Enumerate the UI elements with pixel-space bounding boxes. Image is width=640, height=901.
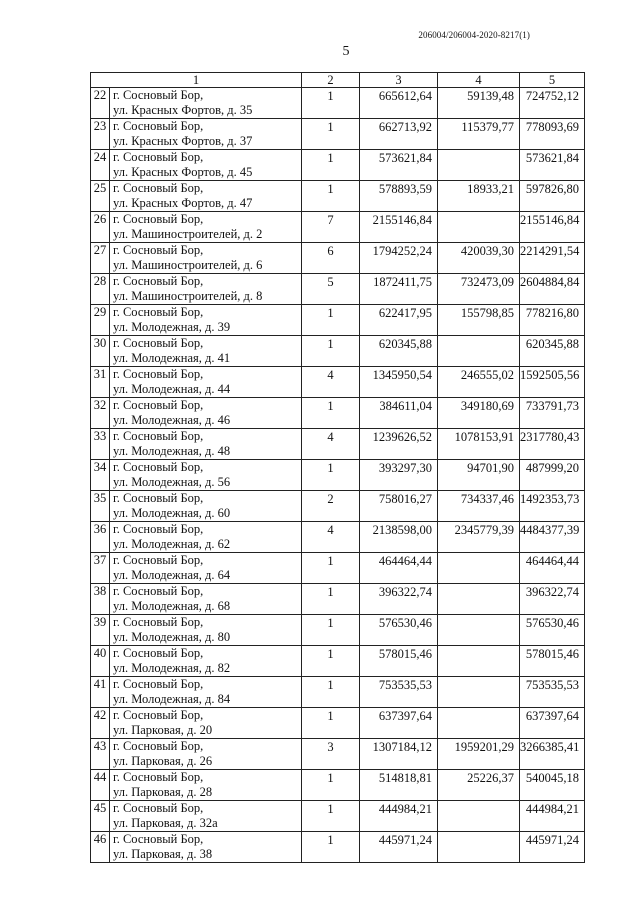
address-street: ул. Молодежная, д. 84 — [113, 692, 231, 706]
row-number: 22 — [91, 88, 110, 119]
amount-cell-v5: 4484377,39 — [520, 522, 585, 553]
table-row — [91, 522, 585, 553]
address-cell — [110, 739, 302, 770]
address-street: ул. Парковая, д. 38 — [113, 847, 213, 861]
count-cell: 6 — [302, 243, 360, 274]
amount-cell-v3: 464464,44 — [360, 553, 438, 584]
address-street: ул. Молодежная, д. 41 — [113, 351, 231, 365]
row-number: 40 — [91, 646, 110, 677]
amount-cell-v5: 778216,80 — [520, 305, 585, 336]
address-cell — [110, 584, 302, 615]
address-city: г. Сосновый Бор, — [113, 367, 204, 381]
amount-cell-v5: 464464,44 — [520, 553, 585, 584]
amount-cell-v3: 578893,59 — [360, 181, 438, 212]
table-row — [91, 584, 585, 615]
address-street: ул. Машиностроителей, д. 8 — [113, 289, 263, 303]
address-street: ул. Молодежная, д. 46 — [113, 413, 231, 427]
address-cell — [110, 491, 302, 522]
row-number: 25 — [91, 181, 110, 212]
address-cell — [110, 522, 302, 553]
count-cell: 1 — [302, 584, 360, 615]
amount-cell-v4: 349180,69 — [438, 398, 520, 429]
table-row — [91, 615, 585, 646]
address-street: ул. Молодежная, д. 80 — [113, 630, 231, 644]
address-street: ул. Красных Фортов, д. 45 — [113, 165, 253, 179]
amount-cell-v3: 444984,21 — [360, 801, 438, 832]
amount-cell-v3: 637397,64 — [360, 708, 438, 739]
amount-cell-v3: 1307184,12 — [360, 739, 438, 770]
document-code: 206004/206004-2020-8217(1) — [418, 30, 530, 40]
address-cell — [110, 553, 302, 584]
row-number: 30 — [91, 336, 110, 367]
table-row — [91, 770, 585, 801]
amount-cell-v4 — [438, 553, 520, 584]
amount-cell-v4 — [438, 677, 520, 708]
address-cell — [110, 336, 302, 367]
table-row — [91, 708, 585, 739]
table-row — [91, 336, 585, 367]
address-city: г. Сосновый Бор, — [113, 274, 204, 288]
amount-cell-v5: 778093,69 — [520, 119, 585, 150]
table-row — [91, 119, 585, 150]
address-street: ул. Парковая, д. 28 — [113, 785, 213, 799]
amount-cell-v5: 2155146,84 — [520, 212, 585, 243]
address-city: г. Сосновый Бор, — [113, 708, 204, 722]
amount-cell-v5: 576530,46 — [520, 615, 585, 646]
address-street: ул. Красных Фортов, д. 35 — [113, 103, 253, 117]
amount-cell-v5: 540045,18 — [520, 770, 585, 801]
row-number: 46 — [91, 832, 110, 863]
address-street: ул. Красных Фортов, д. 47 — [113, 196, 253, 210]
count-cell: 1 — [302, 398, 360, 429]
address-cell — [110, 181, 302, 212]
amount-cell-v3: 384611,04 — [360, 398, 438, 429]
address-cell — [110, 150, 302, 181]
table-row — [91, 677, 585, 708]
address-cell — [110, 367, 302, 398]
amount-cell-v5: 444984,21 — [520, 801, 585, 832]
amount-cell-v4 — [438, 801, 520, 832]
row-number: 24 — [91, 150, 110, 181]
amount-cell-v4: 420039,30 — [438, 243, 520, 274]
address-city: г. Сосновый Бор, — [113, 398, 204, 412]
amount-cell-v3: 1239626,52 — [360, 429, 438, 460]
address-cell — [110, 305, 302, 336]
count-cell: 1 — [302, 832, 360, 863]
count-cell: 1 — [302, 708, 360, 739]
amount-cell-v4 — [438, 584, 520, 615]
amount-cell-v3: 1872411,75 — [360, 274, 438, 305]
count-cell: 4 — [302, 522, 360, 553]
address-city: г. Сосновый Бор, — [113, 801, 204, 815]
count-cell: 5 — [302, 274, 360, 305]
count-cell: 1 — [302, 460, 360, 491]
address-street: ул. Молодежная, д. 60 — [113, 506, 231, 520]
column-header: 4 — [438, 73, 520, 88]
address-street: ул. Парковая, д. 26 — [113, 754, 213, 768]
address-street: ул. Молодежная, д. 44 — [113, 382, 231, 396]
address-city: г. Сосновый Бор, — [113, 584, 204, 598]
amount-cell-v5: 2604884,84 — [520, 274, 585, 305]
table-row — [91, 398, 585, 429]
amount-cell-v4 — [438, 336, 520, 367]
address-cell — [110, 212, 302, 243]
row-number: 43 — [91, 739, 110, 770]
address-street: ул. Молодежная, д. 39 — [113, 320, 231, 334]
amount-cell-v5: 445971,24 — [520, 832, 585, 863]
count-cell: 1 — [302, 88, 360, 119]
address-city: г. Сосновый Бор, — [113, 553, 204, 567]
address-cell — [110, 429, 302, 460]
count-cell: 1 — [302, 150, 360, 181]
amount-cell-v5: 2214291,54 — [520, 243, 585, 274]
address-city: г. Сосновый Бор, — [113, 429, 204, 443]
amount-cell-v5: 1592505,56 — [520, 367, 585, 398]
table-row — [91, 243, 585, 274]
address-city: г. Сосновый Бор, — [113, 832, 204, 846]
amount-cell-v4 — [438, 646, 520, 677]
table-row — [91, 739, 585, 770]
address-city: г. Сосновый Бор, — [113, 491, 204, 505]
count-cell: 1 — [302, 646, 360, 677]
page-number: 5 — [342, 44, 350, 59]
address-city: г. Сосновый Бор, — [113, 770, 204, 784]
address-cell — [110, 243, 302, 274]
amount-cell-v5: 637397,64 — [520, 708, 585, 739]
row-number: 36 — [91, 522, 110, 553]
address-city: г. Сосновый Бор, — [113, 336, 204, 350]
address-cell — [110, 88, 302, 119]
count-cell: 1 — [302, 305, 360, 336]
amount-cell-v4: 732473,09 — [438, 274, 520, 305]
address-city: г. Сосновый Бор, — [113, 88, 204, 102]
amount-cell-v5: 620345,88 — [520, 336, 585, 367]
count-cell: 3 — [302, 739, 360, 770]
table-header-row — [91, 73, 585, 88]
address-city: г. Сосновый Бор, — [113, 212, 204, 226]
amount-cell-v5: 2317780,43 — [520, 429, 585, 460]
count-cell: 1 — [302, 181, 360, 212]
address-street: ул. Машиностроителей, д. 2 — [113, 227, 263, 241]
row-number: 23 — [91, 119, 110, 150]
table-row — [91, 274, 585, 305]
address-street: ул. Красных Фортов, д. 37 — [113, 134, 253, 148]
address-street: ул. Парковая, д. 32а — [113, 816, 218, 830]
amount-cell-v4 — [438, 615, 520, 646]
address-street: ул. Молодежная, д. 68 — [113, 599, 231, 613]
address-cell — [110, 398, 302, 429]
address-street: ул. Молодежная, д. 64 — [113, 568, 231, 582]
count-cell: 1 — [302, 553, 360, 584]
amount-cell-v4: 734337,46 — [438, 491, 520, 522]
amount-cell-v4: 246555,02 — [438, 367, 520, 398]
row-number: 34 — [91, 460, 110, 491]
amount-cell-v4: 18933,21 — [438, 181, 520, 212]
table-row — [91, 832, 585, 863]
amount-cell-v4: 25226,37 — [438, 770, 520, 801]
amount-cell-v3: 1794252,24 — [360, 243, 438, 274]
count-cell: 7 — [302, 212, 360, 243]
amount-cell-v3: 2138598,00 — [360, 522, 438, 553]
table-row — [91, 181, 585, 212]
amount-cell-v3: 393297,30 — [360, 460, 438, 491]
amount-cell-v3: 396322,74 — [360, 584, 438, 615]
address-city: г. Сосновый Бор, — [113, 150, 204, 164]
amount-cell-v3: 578015,46 — [360, 646, 438, 677]
amount-cell-v3: 622417,95 — [360, 305, 438, 336]
amount-cell-v4 — [438, 708, 520, 739]
address-cell — [110, 119, 302, 150]
table-row — [91, 212, 585, 243]
address-street: ул. Молодежная, д. 82 — [113, 661, 231, 675]
address-city: г. Сосновый Бор, — [113, 615, 204, 629]
amount-cell-v3: 1345950,54 — [360, 367, 438, 398]
table-row — [91, 646, 585, 677]
row-number: 27 — [91, 243, 110, 274]
amount-cell-v4: 115379,77 — [438, 119, 520, 150]
row-number: 35 — [91, 491, 110, 522]
row-number: 26 — [91, 212, 110, 243]
table-row — [91, 491, 585, 522]
amount-cell-v4: 1959201,29 — [438, 739, 520, 770]
table-row — [91, 150, 585, 181]
count-cell: 1 — [302, 801, 360, 832]
table-row — [91, 305, 585, 336]
address-street: ул. Молодежная, д. 62 — [113, 537, 231, 551]
row-number: 45 — [91, 801, 110, 832]
count-cell: 1 — [302, 770, 360, 801]
address-cell — [110, 615, 302, 646]
count-cell: 2 — [302, 491, 360, 522]
row-number: 39 — [91, 615, 110, 646]
row-number: 29 — [91, 305, 110, 336]
table-row — [91, 429, 585, 460]
amount-cell-v5: 1492353,73 — [520, 491, 585, 522]
amount-cell-v4: 155798,85 — [438, 305, 520, 336]
row-number: 44 — [91, 770, 110, 801]
column-header: 1 — [91, 73, 302, 88]
amount-cell-v5: 597826,80 — [520, 181, 585, 212]
address-street: ул. Молодежная, д. 56 — [113, 475, 231, 489]
amount-cell-v3: 514818,81 — [360, 770, 438, 801]
amount-cell-v4: 59139,48 — [438, 88, 520, 119]
column-header: 3 — [360, 73, 438, 88]
amount-cell-v3: 2155146,84 — [360, 212, 438, 243]
address-city: г. Сосновый Бор, — [113, 739, 204, 753]
amount-cell-v3: 753535,53 — [360, 677, 438, 708]
table-row — [91, 801, 585, 832]
address-cell — [110, 770, 302, 801]
address-city: г. Сосновый Бор, — [113, 305, 204, 319]
amount-cell-v4: 2345779,39 — [438, 522, 520, 553]
row-number: 32 — [91, 398, 110, 429]
count-cell: 1 — [302, 615, 360, 646]
amount-cell-v5: 578015,46 — [520, 646, 585, 677]
table-body — [91, 88, 585, 863]
amount-cell-v4 — [438, 150, 520, 181]
amount-cell-v3: 573621,84 — [360, 150, 438, 181]
amount-cell-v5: 3266385,41 — [520, 739, 585, 770]
address-cell — [110, 801, 302, 832]
amount-cell-v4 — [438, 832, 520, 863]
row-number: 28 — [91, 274, 110, 305]
table-row — [91, 460, 585, 491]
row-number: 38 — [91, 584, 110, 615]
amount-cell-v4: 94701,90 — [438, 460, 520, 491]
amount-cell-v3: 445971,24 — [360, 832, 438, 863]
row-number: 31 — [91, 367, 110, 398]
address-city: г. Сосновый Бор, — [113, 646, 204, 660]
address-city: г. Сосновый Бор, — [113, 181, 204, 195]
address-street: ул. Парковая, д. 20 — [113, 723, 213, 737]
address-city: г. Сосновый Бор, — [113, 677, 204, 691]
address-cell — [110, 460, 302, 491]
amount-cell-v3: 662713,92 — [360, 119, 438, 150]
amount-cell-v5: 487999,20 — [520, 460, 585, 491]
address-city: г. Сосновый Бор, — [113, 243, 204, 257]
amount-cell-v3: 665612,64 — [360, 88, 438, 119]
amount-cell-v4: 1078153,91 — [438, 429, 520, 460]
row-number: 33 — [91, 429, 110, 460]
amount-cell-v3: 620345,88 — [360, 336, 438, 367]
amount-cell-v5: 573621,84 — [520, 150, 585, 181]
amount-cell-v5: 724752,12 — [520, 88, 585, 119]
amount-cell-v3: 576530,46 — [360, 615, 438, 646]
row-number: 41 — [91, 677, 110, 708]
column-header: 2 — [302, 73, 360, 88]
address-city: г. Сосновый Бор, — [113, 119, 204, 133]
amount-cell-v5: 733791,73 — [520, 398, 585, 429]
address-cell — [110, 677, 302, 708]
amount-cell-v5: 396322,74 — [520, 584, 585, 615]
count-cell: 4 — [302, 429, 360, 460]
table-row — [91, 553, 585, 584]
address-cell — [110, 832, 302, 863]
row-number: 37 — [91, 553, 110, 584]
amount-cell-v5: 753535,53 — [520, 677, 585, 708]
address-cell — [110, 708, 302, 739]
column-header: 5 — [520, 73, 585, 88]
address-street: ул. Машиностроителей, д. 6 — [113, 258, 263, 272]
count-cell: 4 — [302, 367, 360, 398]
address-city: г. Сосновый Бор, — [113, 522, 204, 536]
count-cell: 1 — [302, 119, 360, 150]
table-row — [91, 88, 585, 119]
address-city: г. Сосновый Бор, — [113, 460, 204, 474]
data-table — [90, 72, 585, 863]
table-row — [91, 367, 585, 398]
amount-cell-v4 — [438, 212, 520, 243]
count-cell: 1 — [302, 336, 360, 367]
address-street: ул. Молодежная, д. 48 — [113, 444, 231, 458]
row-number: 42 — [91, 708, 110, 739]
amount-cell-v3: 758016,27 — [360, 491, 438, 522]
address-cell — [110, 646, 302, 677]
address-cell — [110, 274, 302, 305]
count-cell: 1 — [302, 677, 360, 708]
